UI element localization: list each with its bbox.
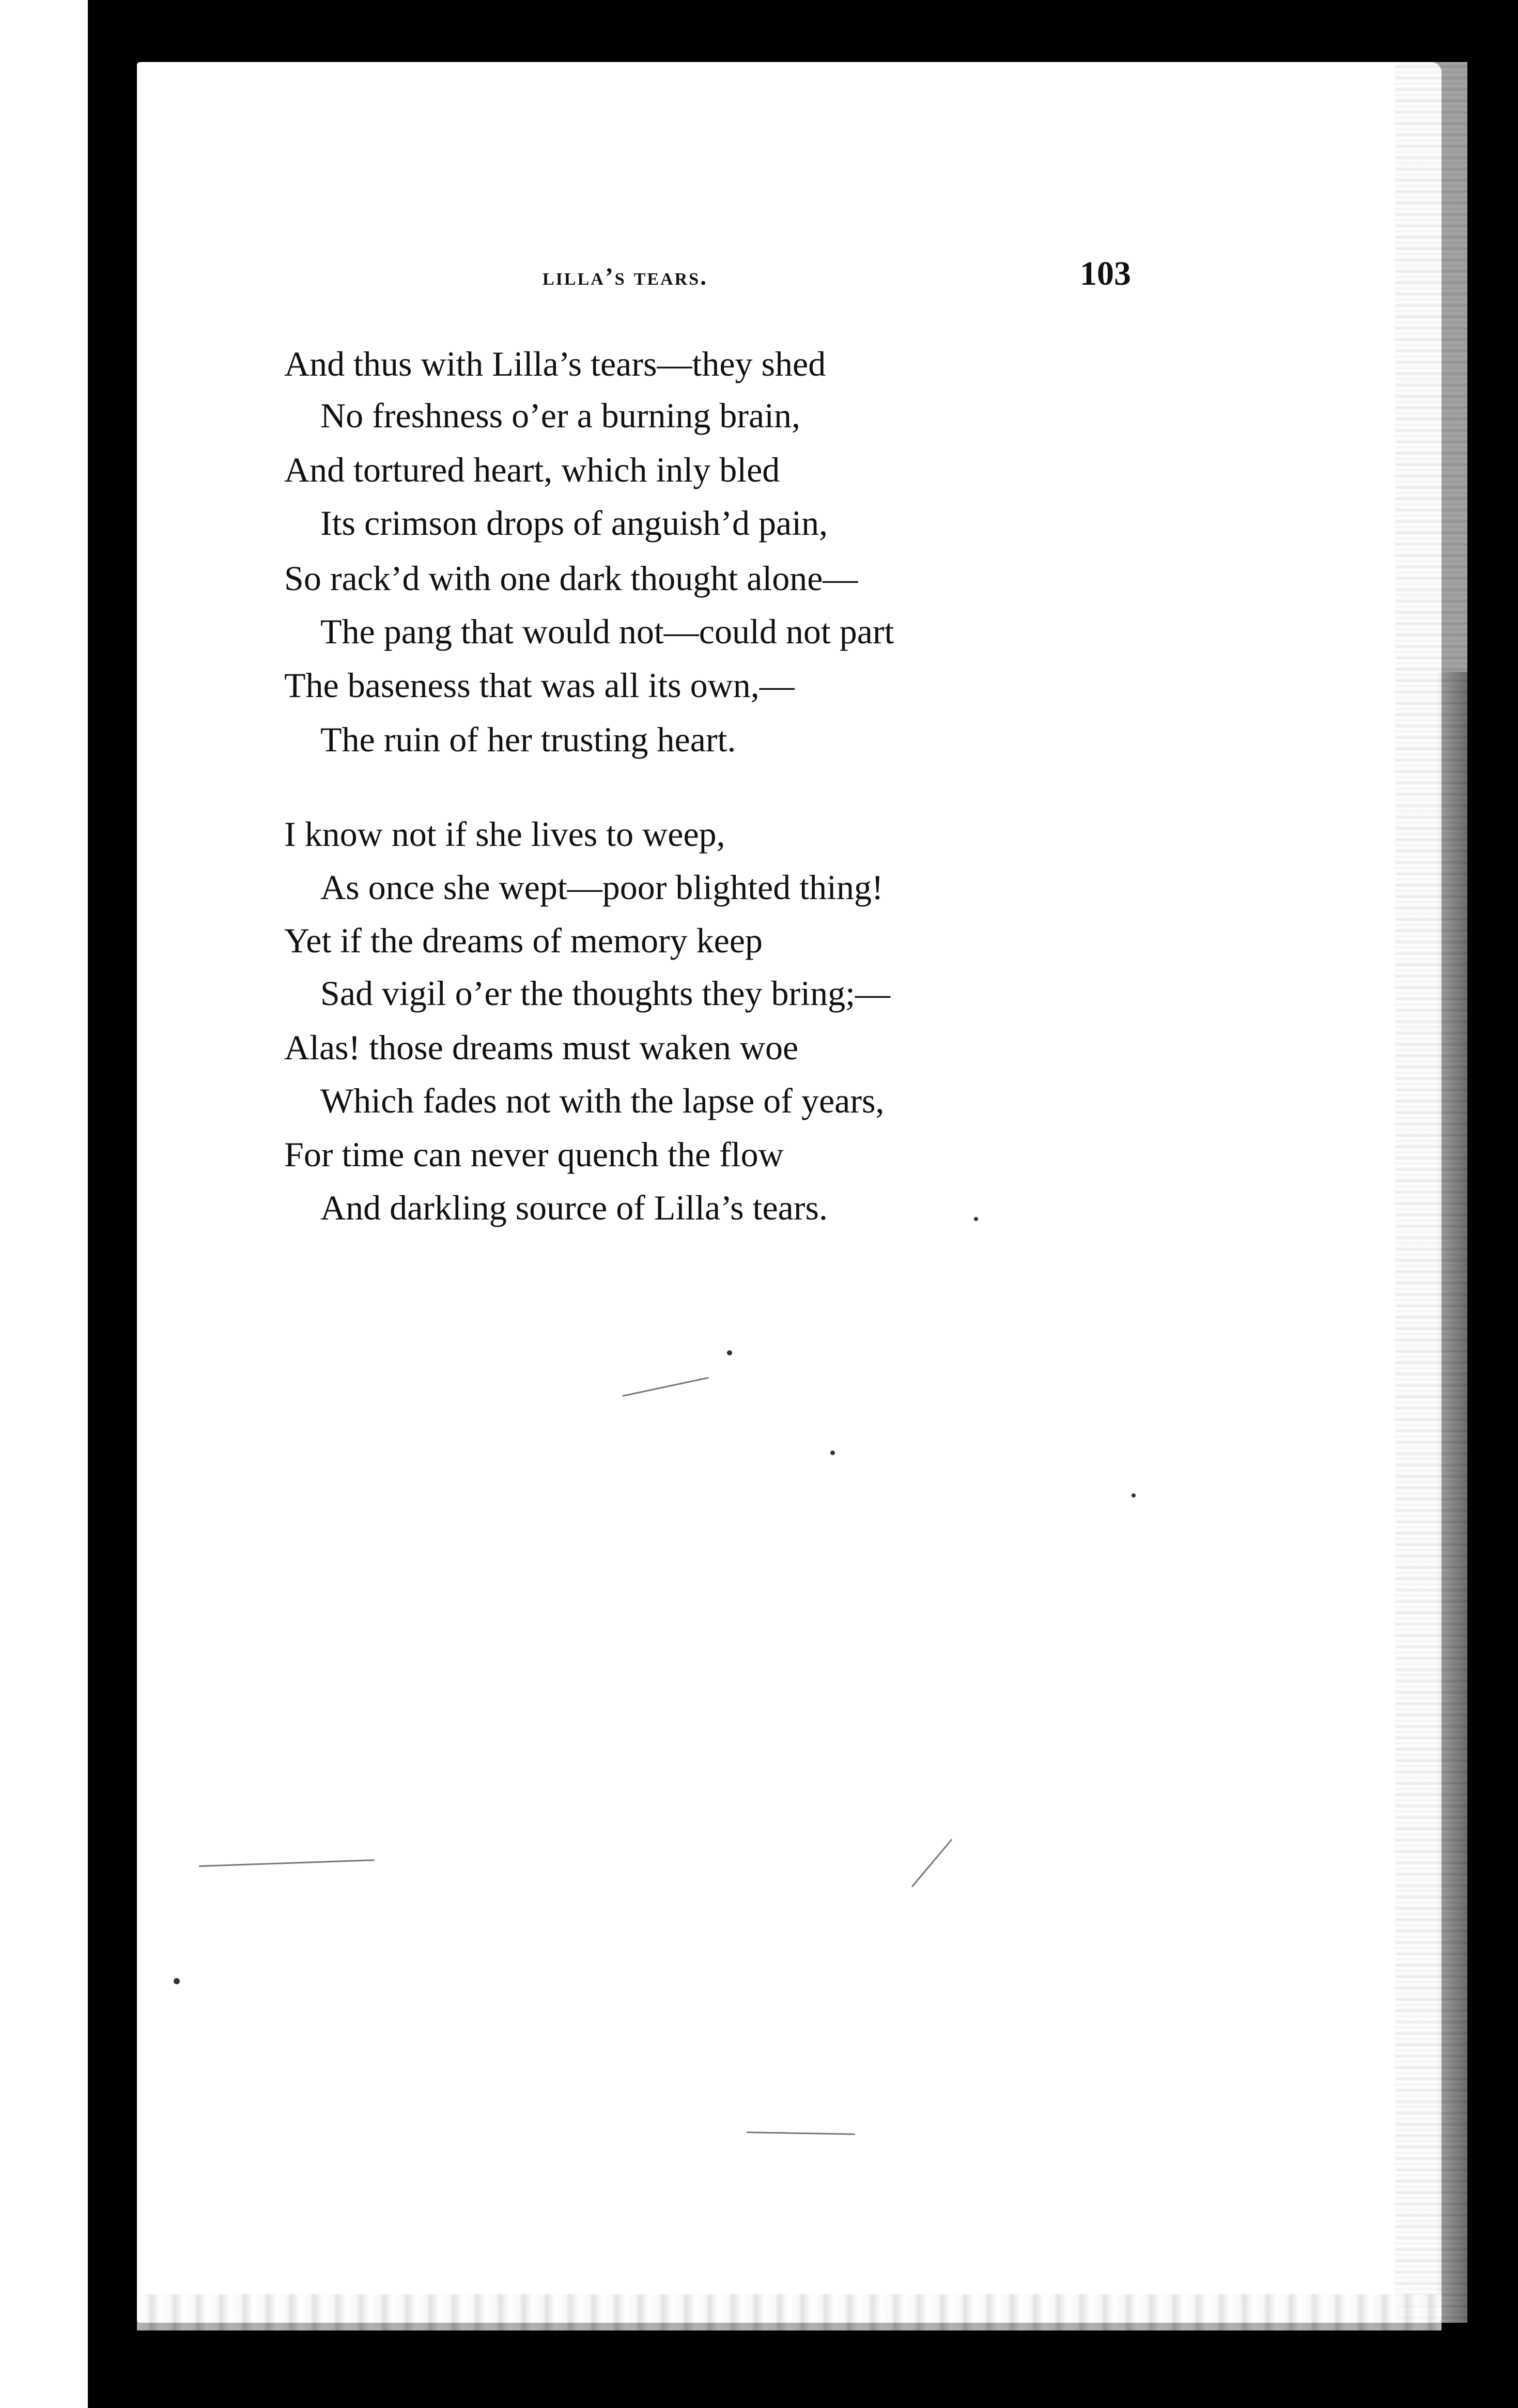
scan-mark	[747, 2132, 855, 2135]
poem-line: So rack’d with one dark thought alone—	[284, 559, 858, 598]
page-number: 103	[1080, 255, 1131, 292]
poem-line: Alas! those dreams must waken woe	[284, 1028, 799, 1067]
poem-line: I know not if she lives to weep,	[284, 814, 725, 854]
poem-line: The pang that would not—could not part	[320, 612, 894, 651]
scan-mark	[199, 1859, 375, 1867]
poem-line: And thus with Lilla’s tears—they shed	[284, 344, 826, 383]
scan-speck	[1132, 1493, 1136, 1498]
poem-line: Its crimson drops of anguish’d pain,	[320, 503, 828, 543]
poem-line: And tortured heart, which inly bled	[284, 450, 780, 489]
scan-speck	[830, 1450, 835, 1455]
poem-line: Yet if the dreams of memory keep	[284, 921, 763, 960]
scan-speck	[974, 1217, 978, 1221]
poem-line: For time can never quench the flow	[284, 1135, 784, 1174]
scan-mark	[911, 1839, 952, 1888]
poem-line: Which fades not with the lapse of years,	[320, 1081, 885, 1120]
scan-speck	[727, 1350, 732, 1355]
running-title: lilla’s tears.	[543, 263, 708, 290]
scan-speck	[174, 1978, 180, 1984]
scan-mark	[623, 1377, 709, 1397]
poem-line: Sad vigil o’er the thoughts they bring;—	[320, 974, 890, 1013]
poem-line: The ruin of her trusting heart.	[320, 720, 736, 759]
poem-line: As once she wept—poor blighted thing!	[320, 868, 884, 907]
poem-line: And darkling source of Lilla’s tears.	[320, 1188, 828, 1227]
poem-line: No freshness o’er a burning brain,	[320, 396, 801, 435]
poem-line: The baseness that was all its own,—	[284, 666, 795, 705]
